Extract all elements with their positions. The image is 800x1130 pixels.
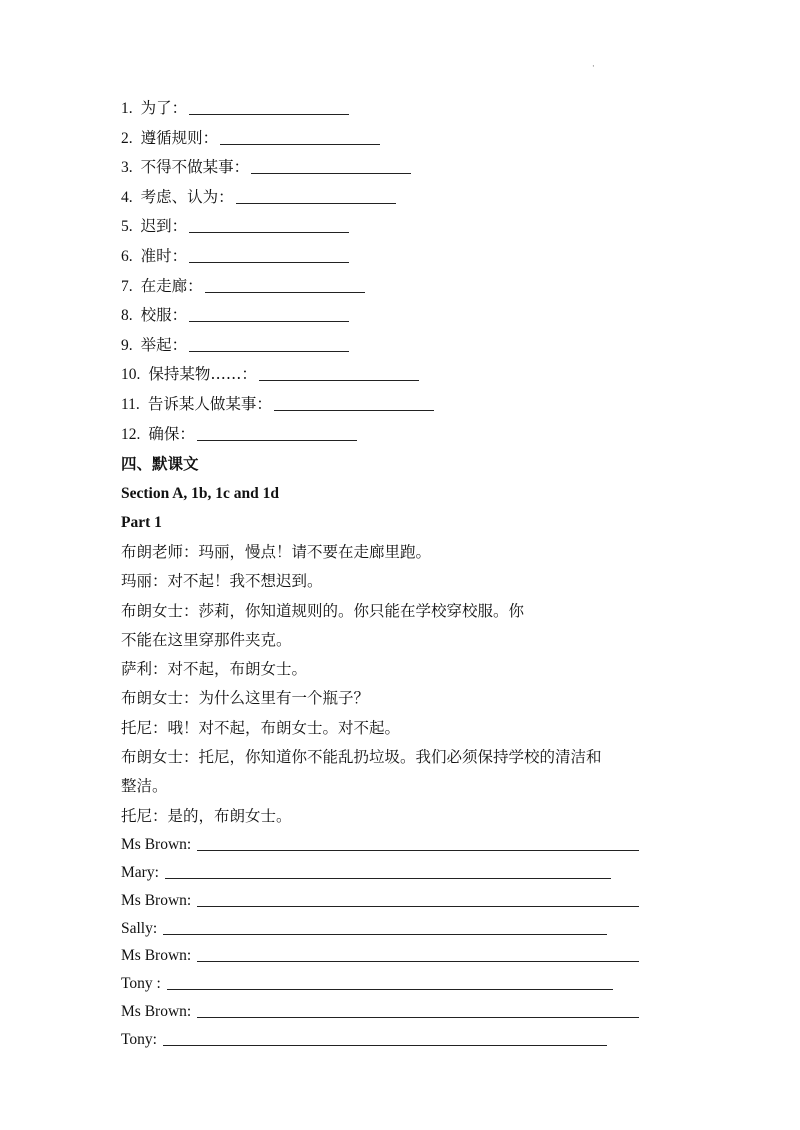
translation-row [121,998,681,1026]
phrase-text: 确保： [148,424,195,443]
section-title: Section A, 1b, 1c and 1d [121,484,280,502]
dialogue-line: 托尼：哦！对不起，布朗女士。对不起。 [121,718,401,737]
phrase-item [121,360,681,390]
translation-blank[interactable] [197,999,639,1018]
translation-row [121,887,681,915]
dialogue-line: 萨利：对不起，布朗女士。 [121,660,308,679]
phrase-number: 12. [121,425,141,443]
translation-blank[interactable] [165,860,611,879]
dialogue-line: 玛丽：对不起！我不想迟到。 [121,572,323,591]
answer-blank[interactable] [189,303,349,322]
answer-blank[interactable] [205,274,365,293]
phrase-item [121,183,681,213]
phrase-text: 考虑、认为： [140,187,234,206]
translation-lines [121,831,681,1054]
phrase-item [121,124,681,154]
speaker-label: Tony : [121,975,161,993]
speaker-label: Ms Brown: [121,835,192,853]
answer-blank[interactable] [236,185,396,204]
phrase-number: 1. [121,100,133,117]
translation-blank[interactable] [197,943,639,962]
phrase-text: 保持某物……： [148,365,257,384]
phrase-item [121,242,681,272]
corner-mark: · [592,62,595,72]
answer-blank[interactable] [189,244,349,263]
chinese-dialogue [121,538,681,831]
phrase-item [121,301,681,331]
dialogue-line: 布朗老师：玛丽，慢点！请不要在走廊里跑。 [121,542,432,561]
translation-blank[interactable] [163,916,607,935]
dialogue-line: 整洁。 [121,777,168,796]
speaker-label: Ms Brown: [121,891,192,909]
answer-blank[interactable] [189,96,349,115]
phrase-number: 4. [121,188,133,206]
phrase-item [121,331,681,361]
phrase-number: 7. [121,277,133,295]
part-title: Part 1 [121,514,162,532]
answer-blank[interactable] [197,422,357,441]
phrase-text: 在走廊： [140,276,203,295]
answer-blank[interactable] [259,362,419,381]
translation-row [121,859,681,887]
phrase-text: 不得不做某事： [140,158,250,177]
phrase-text: 告诉某人做某事： [147,394,272,413]
phrase-number: 9. [121,336,133,354]
speaker-label: Tony: [121,1031,157,1049]
phrase-item [121,212,681,242]
phrase-number: 10. [121,366,141,384]
answer-blank[interactable] [220,126,380,145]
dialogue-line: 布朗女士：托尼，你知道你不能乱扔垃圾。我们必须保持学校的清洁和 [121,747,602,766]
speaker-label: Mary: [121,863,159,881]
dialogue-line: 托尼：是的，布朗女士。 [121,806,292,825]
phrase-item [121,272,681,302]
answer-blank[interactable] [189,333,349,352]
phrase-item [121,420,681,450]
answer-blank[interactable] [274,392,434,411]
section-heading: 四、默课文 [121,454,199,474]
phrase-number: 3. [121,159,133,177]
dialogue-line: 布朗女士：为什么这里有一个瓶子？ [121,689,370,708]
translation-blank[interactable] [167,971,613,990]
phrase-number: 11. [121,395,140,413]
dialogue-line: 不能在这里穿那件夹克。 [121,630,292,649]
phrase-number: 2. [121,129,133,147]
phrase-item [121,390,681,420]
translation-row [121,915,681,943]
answer-blank[interactable] [189,214,349,233]
speaker-label: Ms Brown: [121,947,192,965]
translation-row [121,970,681,998]
translation-row [121,942,681,970]
phrase-text: 为了： [140,99,188,117]
answer-blank[interactable] [251,155,411,174]
phrase-number: 8. [121,307,133,325]
translation-blank[interactable] [163,1027,607,1046]
phrase-item [121,94,681,124]
phrase-text: 迟到： [140,217,188,236]
dialogue-line: 布朗女士：莎莉，你知道规则的。你只能在学校穿校服。你 [121,601,525,620]
speaker-label: Ms Brown: [121,1003,192,1021]
phrase-text: 校服： [140,306,188,325]
phrase-item [121,153,681,183]
phrase-text: 举起： [140,335,188,354]
phrase-number: 6. [121,247,133,265]
translation-blank[interactable] [197,832,639,851]
phrase-number: 5. [121,218,133,236]
speaker-label: Sally: [121,919,158,937]
translation-row [121,831,681,859]
translation-row [121,1026,681,1054]
phrase-list [121,94,681,449]
phrase-text: 遵循规则： [140,128,219,147]
phrase-text: 准时： [140,246,188,265]
worksheet-content [121,94,681,1054]
translation-blank[interactable] [197,888,639,907]
